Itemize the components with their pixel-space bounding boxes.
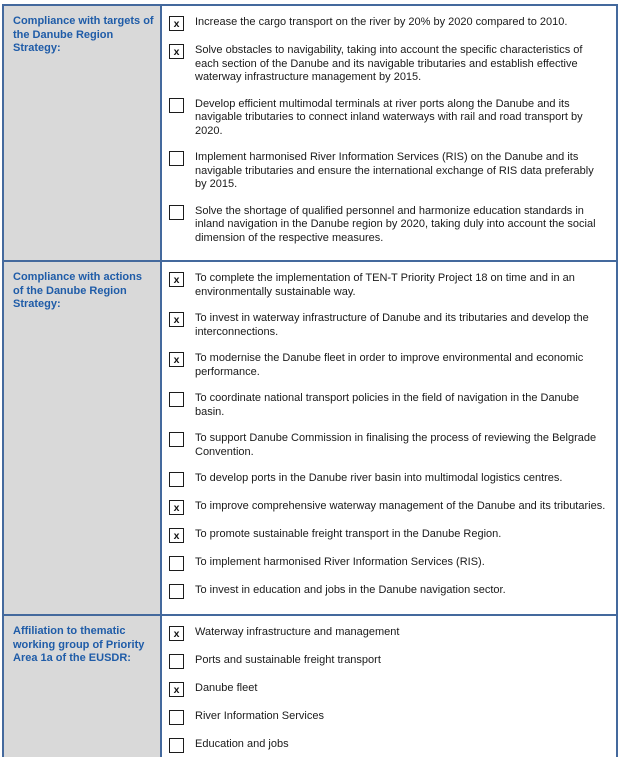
- checklist-item: [169, 272, 606, 299]
- checkbox-checked-icon[interactable]: x: [169, 682, 184, 697]
- section-label: Affiliation to thematic working group of Priority Area 1a of the EUSDR:: [4, 616, 162, 757]
- checklist-item-label: To improve comprehensive waterway management of the Danube and its tributaries.: [195, 500, 606, 512]
- checkbox-unchecked-icon[interactable]: [169, 710, 184, 725]
- checklist-item: [169, 500, 606, 515]
- checkbox-checked-icon[interactable]: x: [169, 528, 184, 543]
- checklist-item-label: Waterway infrastructure and management: [195, 626, 400, 638]
- section-items: [162, 262, 616, 614]
- checklist-item-label: River Information Services: [195, 710, 324, 722]
- checkbox-checked-icon[interactable]: x: [169, 16, 184, 31]
- checklist-item-label: Solve the shortage of qualified personnel and harmonize education standards in inland navigation in the Danube region by 2020, taking duly into account the social dimension of the respective measures.: [195, 204, 596, 244]
- table-row: [4, 616, 616, 757]
- checklist-item: [169, 44, 606, 85]
- checklist-item-label: Danube fleet: [195, 682, 258, 694]
- checklist-item: [169, 738, 606, 753]
- checklist-item: [169, 682, 606, 697]
- checkbox-checked-icon[interactable]: x: [169, 272, 184, 287]
- checkbox-unchecked-icon[interactable]: [169, 584, 184, 599]
- section-label: Compliance with targets of the Danube Region Strategy:: [4, 6, 162, 260]
- checkbox-unchecked-icon[interactable]: [169, 472, 184, 487]
- checkbox-unchecked-icon[interactable]: [169, 654, 184, 669]
- checkbox-unchecked-icon[interactable]: [169, 98, 184, 113]
- checklist-item-label: Develop efficient multimodal terminals at river ports along the Danube and its navigable tributaries to connect inland waterways with rail and road transport by 2020.: [195, 97, 583, 137]
- checklist-item-label: Implement harmonised River Information Services (RIS) on the Danube and its navigable tributaries and ensure the international exchange of RIS data preferably by 2015.: [195, 151, 594, 190]
- checklist-item-label: To develop ports in the Danube river basin into multimodal logistics centres.: [195, 472, 563, 484]
- checklist-item-label: Increase the cargo transport on the river by 20% by 2020 compared to 2010.: [195, 16, 568, 28]
- checklist-item: [169, 98, 606, 139]
- checklist-item-label: To promote sustainable freight transport in the Danube Region.: [195, 528, 502, 540]
- checklist-item-label: Ports and sustainable freight transport: [195, 654, 381, 666]
- checklist-item-label: To implement harmonised River Information Services (RIS).: [195, 556, 485, 568]
- table-row: [4, 262, 616, 616]
- checklist-item-label: To complete the implementation of TEN-T Priority Project 18 on time and in an environmentally sustainable way.: [195, 272, 575, 298]
- checkbox-unchecked-icon[interactable]: [169, 205, 184, 220]
- checkbox-checked-icon[interactable]: x: [169, 44, 184, 59]
- checkbox-unchecked-icon[interactable]: [169, 392, 184, 407]
- checkbox-unchecked-icon[interactable]: [169, 738, 184, 753]
- section-items: [162, 6, 616, 260]
- checklist-item: [169, 205, 606, 246]
- checkbox-checked-icon[interactable]: x: [169, 500, 184, 515]
- checklist-item-label: To support Danube Commission in finalising the process of reviewing the Belgrade Convention.: [195, 432, 597, 458]
- checklist-item: [169, 472, 606, 487]
- checklist-item: [169, 392, 606, 419]
- checklist-item: [169, 16, 606, 31]
- checklist-item-label: To invest in education and jobs in the Danube navigation sector.: [195, 584, 506, 596]
- compliance-table: [2, 4, 618, 757]
- checkbox-checked-icon[interactable]: x: [169, 352, 184, 367]
- checklist-item: [169, 151, 606, 192]
- table-row: [4, 6, 616, 262]
- checklist-item-label: Education and jobs: [195, 738, 289, 750]
- checklist-item: [169, 654, 606, 669]
- checklist-item: [169, 528, 606, 543]
- checklist-item-label: To invest in waterway infrastructure of Danube and its tributaries and develop the interconnections.: [195, 312, 589, 338]
- checklist-item: [169, 312, 606, 339]
- section-items: [162, 616, 616, 757]
- checkbox-unchecked-icon[interactable]: [169, 151, 184, 166]
- checklist-item: [169, 556, 606, 571]
- checklist-item: [169, 626, 606, 641]
- checklist-item: [169, 710, 606, 725]
- checkbox-unchecked-icon[interactable]: [169, 432, 184, 447]
- checkbox-checked-icon[interactable]: x: [169, 312, 184, 327]
- checklist-item: [169, 352, 606, 379]
- checkbox-unchecked-icon[interactable]: [169, 556, 184, 571]
- checklist-item-label: To modernise the Danube fleet in order to improve environmental and economic performance.: [195, 352, 584, 378]
- checklist-item: [169, 432, 606, 459]
- checklist-item-label: Solve obstacles to navigability, taking into account the specific characteristics of each section of the Danube and its navigable tributaries and establish effective waterway infrastructure management by 2015.: [195, 44, 583, 83]
- section-label: Compliance with actions of the Danube Region Strategy:: [4, 262, 162, 614]
- checklist-item: [169, 584, 606, 599]
- checklist-item-label: To coordinate national transport policies in the field of navigation in the Danube basin.: [195, 392, 580, 418]
- checkbox-checked-icon[interactable]: x: [169, 626, 184, 641]
